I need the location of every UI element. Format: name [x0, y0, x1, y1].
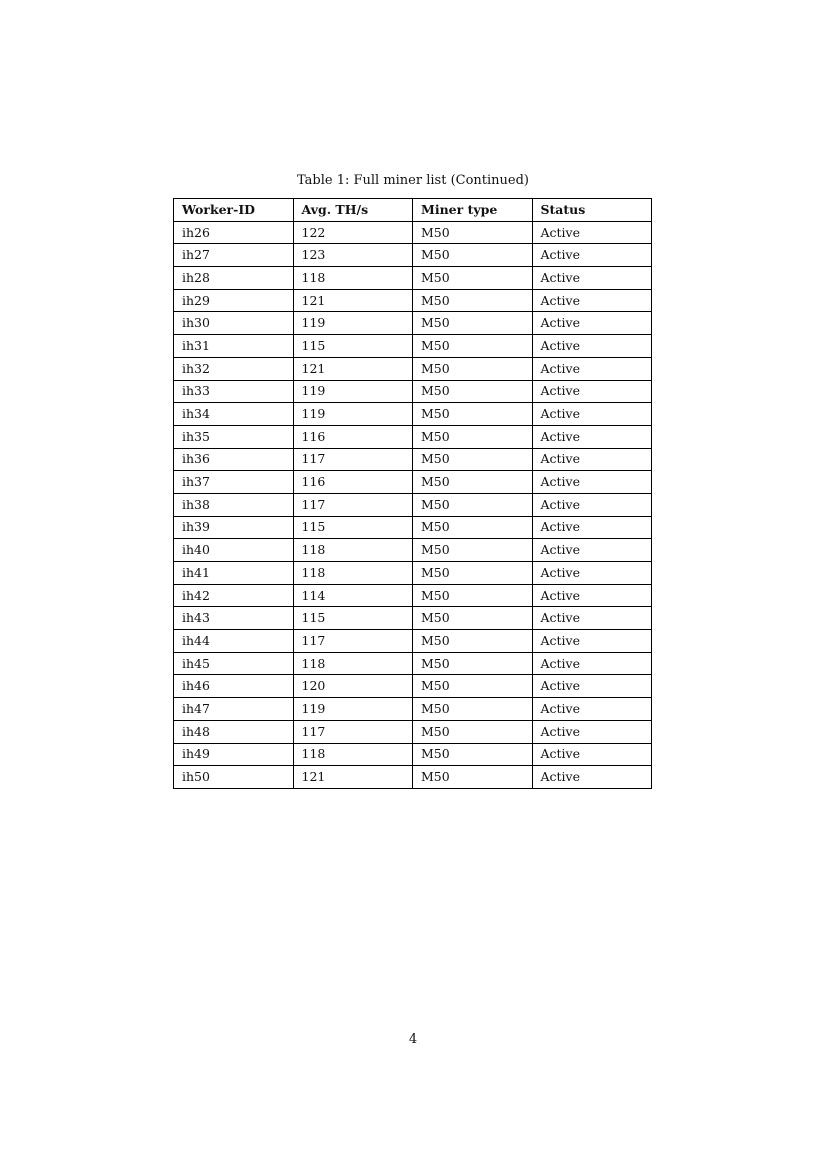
table-row [174, 562, 652, 585]
cell-worker-id: ih39 [174, 516, 294, 539]
cell-status: Active [532, 766, 652, 789]
cell-worker-id: ih42 [174, 584, 294, 607]
column-header-miner-type: Miner type [413, 199, 533, 222]
table-row [174, 630, 652, 653]
cell-status: Active [532, 516, 652, 539]
cell-status: Active [532, 607, 652, 630]
cell-worker-id: ih33 [174, 380, 294, 403]
cell-avg-ths: 114 [293, 584, 413, 607]
cell-miner-type: M50 [413, 221, 533, 244]
cell-avg-ths: 116 [293, 425, 413, 448]
table-row [174, 448, 652, 471]
cell-status: Active [532, 425, 652, 448]
cell-miner-type: M50 [413, 244, 533, 267]
cell-avg-ths: 117 [293, 720, 413, 743]
cell-avg-ths: 119 [293, 403, 413, 426]
table-row [174, 357, 652, 380]
cell-status: Active [532, 630, 652, 653]
cell-worker-id: ih38 [174, 493, 294, 516]
cell-miner-type: M50 [413, 425, 533, 448]
cell-miner-type: M50 [413, 766, 533, 789]
cell-avg-ths: 118 [293, 562, 413, 585]
cell-miner-type: M50 [413, 289, 533, 312]
table-row [174, 493, 652, 516]
page-number: 4 [408, 1032, 418, 1047]
cell-status: Active [532, 720, 652, 743]
table-row [174, 289, 652, 312]
table-row [174, 743, 652, 766]
column-header-status: Status [532, 199, 652, 222]
cell-status: Active [532, 539, 652, 562]
table-caption: Table 1: Full miner list (Continued) [296, 173, 529, 188]
cell-miner-type: M50 [413, 630, 533, 653]
table-row [174, 766, 652, 789]
cell-miner-type: M50 [413, 357, 533, 380]
cell-avg-ths: 121 [293, 289, 413, 312]
cell-worker-id: ih49 [174, 743, 294, 766]
cell-avg-ths: 122 [293, 221, 413, 244]
table-row [174, 584, 652, 607]
cell-status: Active [532, 562, 652, 585]
cell-worker-id: ih41 [174, 562, 294, 585]
column-header-avg-ths: Avg. TH/s [293, 199, 413, 222]
table-row [174, 312, 652, 335]
cell-worker-id: ih32 [174, 357, 294, 380]
cell-miner-type: M50 [413, 675, 533, 698]
cell-status: Active [532, 335, 652, 358]
cell-miner-type: M50 [413, 607, 533, 630]
cell-status: Active [532, 221, 652, 244]
header-row [174, 199, 652, 222]
cell-miner-type: M50 [413, 403, 533, 426]
cell-status: Active [532, 403, 652, 426]
cell-miner-type: M50 [413, 698, 533, 721]
table-row [174, 221, 652, 244]
miner-table [173, 198, 652, 789]
cell-avg-ths: 116 [293, 471, 413, 494]
cell-miner-type: M50 [413, 562, 533, 585]
cell-miner-type: M50 [413, 335, 533, 358]
table-header [174, 199, 652, 222]
cell-miner-type: M50 [413, 380, 533, 403]
column-header-worker-id: Worker-ID [174, 199, 294, 222]
cell-worker-id: ih31 [174, 335, 294, 358]
cell-miner-type: M50 [413, 312, 533, 335]
table-row [174, 267, 652, 290]
cell-status: Active [532, 675, 652, 698]
cell-status: Active [532, 312, 652, 335]
cell-worker-id: ih40 [174, 539, 294, 562]
cell-status: Active [532, 493, 652, 516]
cell-miner-type: M50 [413, 471, 533, 494]
cell-avg-ths: 117 [293, 630, 413, 653]
table-body [174, 221, 652, 788]
cell-status: Active [532, 244, 652, 267]
cell-worker-id: ih44 [174, 630, 294, 653]
cell-avg-ths: 118 [293, 539, 413, 562]
cell-worker-id: ih37 [174, 471, 294, 494]
cell-avg-ths: 118 [293, 743, 413, 766]
cell-miner-type: M50 [413, 267, 533, 290]
cell-miner-type: M50 [413, 720, 533, 743]
table-row [174, 607, 652, 630]
cell-avg-ths: 118 [293, 267, 413, 290]
cell-avg-ths: 123 [293, 244, 413, 267]
cell-worker-id: ih47 [174, 698, 294, 721]
cell-avg-ths: 121 [293, 357, 413, 380]
cell-status: Active [532, 471, 652, 494]
table-row [174, 335, 652, 358]
cell-avg-ths: 115 [293, 607, 413, 630]
table-row [174, 425, 652, 448]
cell-miner-type: M50 [413, 743, 533, 766]
cell-worker-id: ih28 [174, 267, 294, 290]
cell-avg-ths: 117 [293, 493, 413, 516]
cell-avg-ths: 119 [293, 698, 413, 721]
cell-worker-id: ih35 [174, 425, 294, 448]
cell-worker-id: ih26 [174, 221, 294, 244]
cell-status: Active [532, 289, 652, 312]
table-row [174, 244, 652, 267]
table-row [174, 539, 652, 562]
cell-avg-ths: 117 [293, 448, 413, 471]
cell-status: Active [532, 743, 652, 766]
cell-worker-id: ih48 [174, 720, 294, 743]
cell-worker-id: ih46 [174, 675, 294, 698]
table-row [174, 403, 652, 426]
cell-status: Active [532, 652, 652, 675]
table-row [174, 675, 652, 698]
cell-avg-ths: 121 [293, 766, 413, 789]
cell-avg-ths: 119 [293, 380, 413, 403]
cell-status: Active [532, 357, 652, 380]
cell-miner-type: M50 [413, 516, 533, 539]
cell-status: Active [532, 448, 652, 471]
cell-avg-ths: 118 [293, 652, 413, 675]
table-row [174, 471, 652, 494]
cell-avg-ths: 120 [293, 675, 413, 698]
cell-worker-id: ih34 [174, 403, 294, 426]
cell-avg-ths: 119 [293, 312, 413, 335]
cell-avg-ths: 115 [293, 335, 413, 358]
cell-miner-type: M50 [413, 652, 533, 675]
table-row [174, 516, 652, 539]
cell-miner-type: M50 [413, 584, 533, 607]
cell-status: Active [532, 698, 652, 721]
cell-status: Active [532, 267, 652, 290]
cell-worker-id: ih29 [174, 289, 294, 312]
cell-worker-id: ih45 [174, 652, 294, 675]
cell-worker-id: ih30 [174, 312, 294, 335]
cell-worker-id: ih36 [174, 448, 294, 471]
table-row [174, 720, 652, 743]
cell-status: Active [532, 380, 652, 403]
cell-worker-id: ih27 [174, 244, 294, 267]
cell-worker-id: ih43 [174, 607, 294, 630]
cell-status: Active [532, 584, 652, 607]
table-row [174, 652, 652, 675]
table-row [174, 698, 652, 721]
cell-miner-type: M50 [413, 539, 533, 562]
table-row [174, 380, 652, 403]
cell-miner-type: M50 [413, 493, 533, 516]
cell-worker-id: ih50 [174, 766, 294, 789]
cell-avg-ths: 115 [293, 516, 413, 539]
cell-miner-type: M50 [413, 448, 533, 471]
